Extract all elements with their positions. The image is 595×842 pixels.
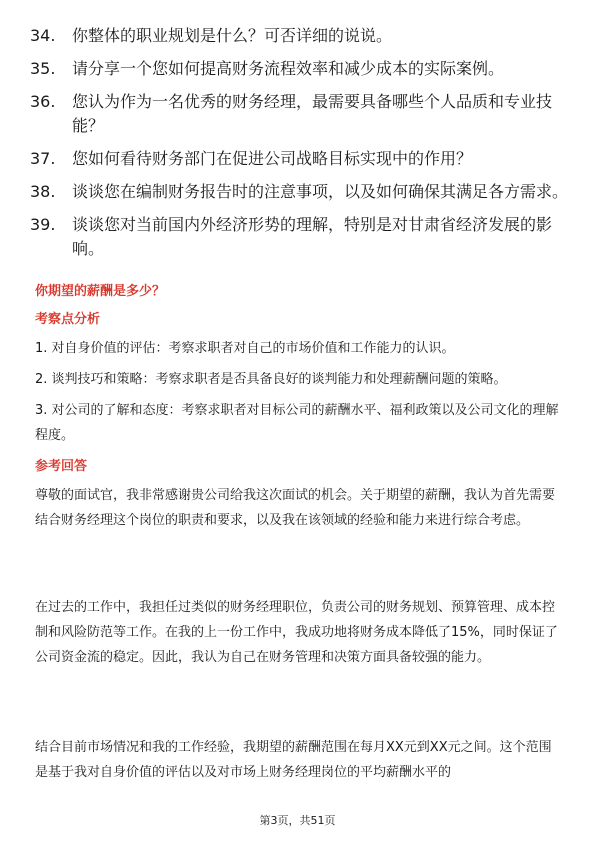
question-text: 请分享一个您如何提高财务流程效率和减少成本的实际案例。 [72, 59, 505, 78]
analysis-item: 2. 谈判技巧和策略：考察求职者是否具备良好的谈判能力和处理薪酬问题的策略。 [35, 372, 507, 387]
question-number: 35. [30, 59, 56, 78]
page-footer: 第3页，共51页 [259, 814, 336, 827]
salary-question-section [35, 282, 560, 302]
question-item [30, 180, 570, 204]
question-number: 36. [30, 92, 56, 111]
question-number: 38. [30, 182, 56, 201]
question-number: 34. [30, 26, 56, 45]
question-item [30, 213, 570, 261]
reference-section [35, 457, 560, 533]
question-item [30, 90, 570, 138]
analysis-section [35, 310, 560, 454]
question-number: 39. [30, 215, 56, 234]
salary-question-heading: 你期望的薪酬是多少？ [35, 284, 166, 299]
question-number: 37. [30, 149, 56, 168]
question-text: 您如何看待财务部门在促进公司战略目标实现中的作用？ [72, 149, 473, 168]
reference-section-2 [35, 595, 560, 670]
question-list [30, 24, 570, 270]
reference-paragraph: 结合目前市场情况和我的工作经验，我期望的薪酬范围在每月XX元到XX元之间。这个范围是基于我对自身价值的评估以及对市场上财务经理岗位的平均薪酬水平的 [35, 740, 552, 780]
question-item [30, 24, 570, 48]
reference-paragraph: 在过去的工作中，我担任过类似的财务经理职位，负责公司的财务规划、预算管理、成本控制和风险防范等工作。在我的上一份工作中，我成功地将财务成本降低了15%，同时保证了公司资金流的稳定。因此，我认为自己在财务管理和决策方面具备较强的能力。 [35, 600, 558, 665]
question-text: 谈谈您对当前国内外经济形势的理解，特别是对甘肃省经济发展的影响。 [72, 215, 553, 258]
question-item [30, 147, 570, 171]
reference-heading: 参考回答 [35, 459, 88, 474]
analysis-heading: 考察点分析 [35, 312, 101, 327]
question-text: 你整体的职业规划是什么？可否详细的说说。 [72, 26, 393, 45]
reference-paragraph: 尊敬的面试官，我非常感谢贵公司给我这次面试的机会。关于期望的薪酬，我认为首先需要结合财务经理这个岗位的职责和要求，以及我在该领域的经验和能力来进行综合考虑。 [35, 488, 556, 528]
question-text: 谈谈您在编制财务报告时的注意事项，以及如何确保其满足各方需求。 [72, 182, 569, 201]
question-text: 您认为作为一名优秀的财务经理，最需要具备哪些个人品质和专业技能？ [72, 92, 553, 135]
question-item [30, 57, 570, 81]
analysis-item: 1. 对自身价值的评估：考察求职者对自己的市场价值和工作能力的认识。 [35, 341, 455, 356]
reference-section-3 [35, 735, 560, 785]
analysis-item: 3. 对公司的了解和态度：考察求职者对目标公司的薪酬水平、福利政策以及公司文化的理解程度。 [35, 403, 559, 443]
